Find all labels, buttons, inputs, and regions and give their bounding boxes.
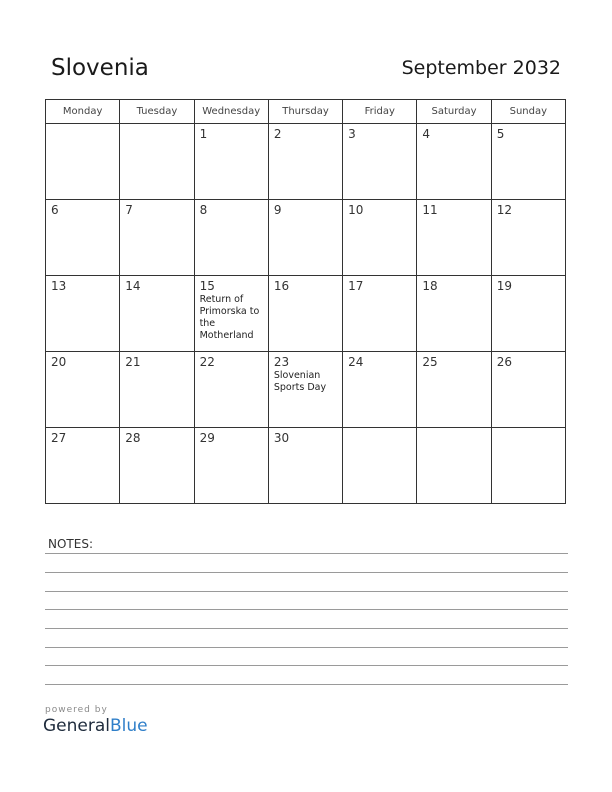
calendar-day-cell [417,428,491,504]
weekday-header: Thursday [268,100,342,124]
calendar-day-cell [491,428,565,504]
notes-line [45,647,568,648]
calendar-day-cell [46,428,120,504]
calendar-day-cell [343,276,417,352]
day-number: 13 [51,279,67,293]
brand-blue: Blue [110,716,148,736]
country-title: Slovenia [51,55,149,81]
calendar-day-cell [46,200,120,276]
day-number: 3 [348,127,356,141]
calendar-day-cell [194,428,268,504]
calendar-day-cell [491,276,565,352]
weekday-header-row [46,100,566,124]
day-number: 17 [348,279,364,293]
calendar-grid [45,99,566,504]
calendar-week-row [46,276,566,352]
holiday-label: Return of Primorska to the Motherland [199,294,260,341]
brand-logo[interactable] [43,716,148,736]
notes-line [45,553,568,554]
day-number: 4 [422,127,431,141]
calendar-day-cell [417,352,491,428]
calendar-day-cell [120,124,194,200]
day-number: 25 [422,355,438,369]
day-number: 22 [199,355,215,369]
notes-line [45,628,568,629]
notes-line [45,572,568,573]
weekday-header: Tuesday [120,100,194,124]
calendar-day-cell [343,428,417,504]
notes-line [45,591,568,592]
weekday-header: Friday [343,100,417,124]
calendar-day-cell [120,200,194,276]
calendar-day-cell [491,124,565,200]
notes-line [45,609,568,610]
calendar-day-cell [417,276,491,352]
day-number: 26 [496,355,512,369]
weekday-header: Monday [46,100,120,124]
calendar-day-cell [491,352,565,428]
day-number: 1 [199,127,208,141]
calendar-day-cell [343,352,417,428]
day-number: 27 [51,431,67,445]
day-number: 7 [125,203,133,217]
calendar-body [46,124,566,504]
holiday-label: Slovenian Sports Day [273,370,327,393]
calendar-day-cell [120,276,194,352]
day-number: 21 [125,355,141,369]
day-number: 23 [273,355,290,369]
day-number: 28 [125,431,141,445]
notes-line [45,665,568,666]
calendar-day-cell [268,428,342,504]
notes-line [45,684,568,685]
day-number: 14 [125,279,141,293]
calendar-week-row [46,352,566,428]
calendar-day-cell [343,124,417,200]
day-number: 6 [51,203,59,217]
calendar-day-cell [194,200,268,276]
month-title: September 2032 [401,57,561,79]
weekday-header: Sunday [491,100,565,124]
calendar-week-row [46,428,566,504]
weekday-header: Saturday [417,100,491,124]
day-number: 10 [348,203,364,217]
day-number: 19 [496,279,512,293]
calendar-day-cell [46,124,120,200]
day-number: 15 [199,279,215,293]
day-number: 8 [199,203,208,217]
calendar-day-cell [268,276,342,352]
calendar-day-cell [46,352,120,428]
day-number: 30 [273,431,290,445]
calendar-day-cell [268,352,342,428]
day-number: 5 [496,127,505,141]
powered-by-text: powered by [45,705,108,715]
weekday-header: Wednesday [194,100,268,124]
calendar-week-row [46,200,566,276]
calendar-day-cell [417,200,491,276]
brand-general: General [43,716,110,736]
calendar-day-cell [491,200,565,276]
notes-label: NOTES: [48,537,93,551]
day-number: 2 [273,127,282,141]
calendar-day-cell [120,352,194,428]
calendar-week-row [46,124,566,200]
day-number: 12 [496,203,512,217]
calendar-day-cell [120,428,194,504]
calendar-day-cell [46,276,120,352]
day-number: 18 [422,279,438,293]
calendar-day-cell [268,124,342,200]
day-number: 16 [273,279,290,293]
calendar-day-cell [194,352,268,428]
calendar-day-cell [417,124,491,200]
day-number: 20 [51,355,67,369]
calendar-day-cell [268,200,342,276]
calendar-day-cell [194,124,268,200]
calendar-day-cell [343,200,417,276]
day-number: 9 [273,203,282,217]
day-number: 29 [199,431,215,445]
day-number: 11 [422,203,438,217]
calendar-day-cell [194,276,268,352]
day-number: 24 [348,355,364,369]
